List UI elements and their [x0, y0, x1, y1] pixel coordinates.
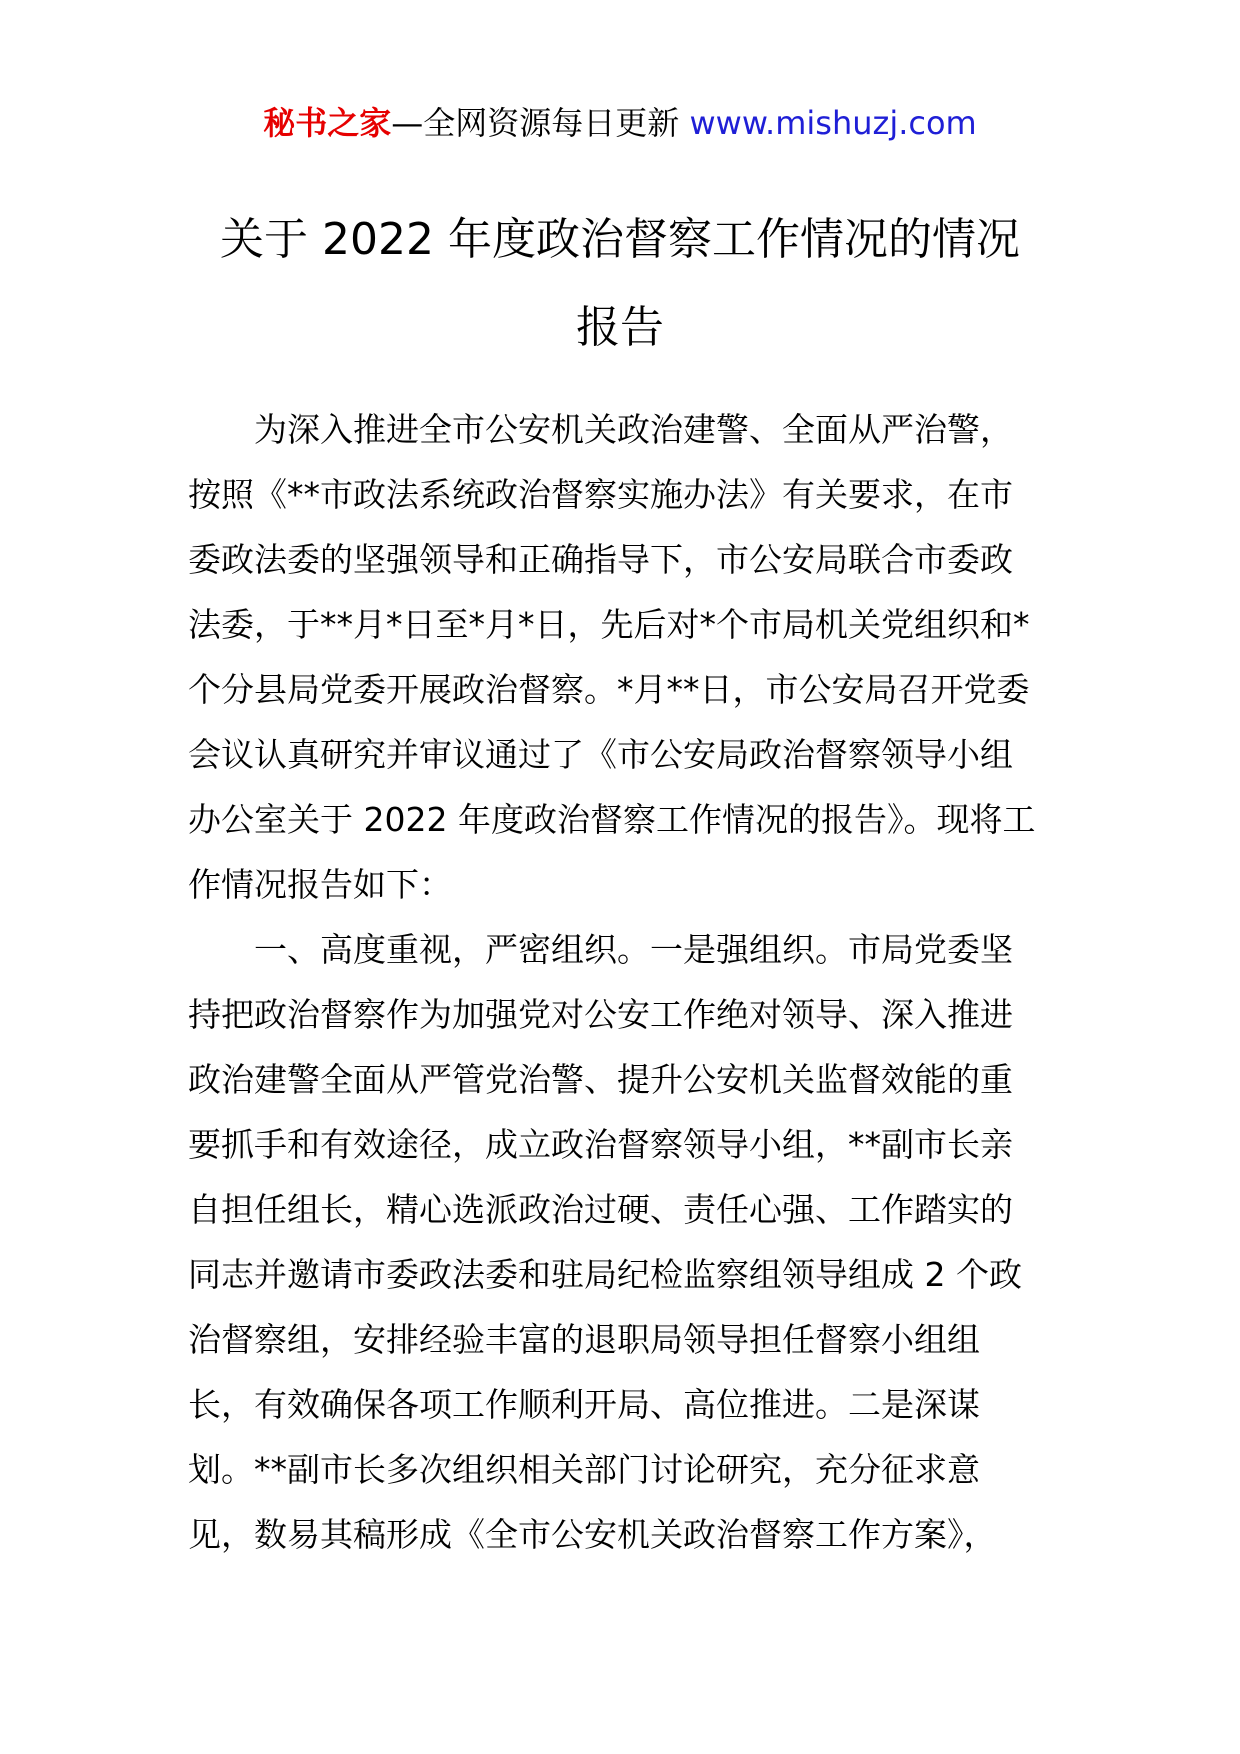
body-line: 为深入推进全市公安机关政治建警、全面从严治警，	[188, 410, 1013, 449]
site-banner	[0, 98, 1240, 148]
body-line: 按照《**市政法系统政治督察实施办法》有关要求，在市	[188, 475, 1013, 514]
site-url-link[interactable]: www.mishuzj.com	[689, 104, 977, 142]
body-line: 持把政治督察作为加强党对公安工作绝对领导、深入推进	[188, 995, 1013, 1034]
body-line: 要抓手和有效途径，成立政治督察领导小组，**副市长亲	[188, 1125, 1013, 1164]
body-line: 办公室关于 2022 年度政治督察工作情况的报告》。现将工	[188, 800, 1036, 839]
body-line: 作情况报告如下：	[188, 865, 452, 904]
document-body	[188, 397, 1058, 1567]
title-line-2: 报告	[576, 302, 664, 353]
document-title	[150, 196, 1090, 372]
body-line: 一、高度重视，严密组织。一是强组织。市局党委坚	[188, 930, 1013, 969]
body-line: 长，有效确保各项工作顺利开局、高位推进。二是深谋	[188, 1385, 980, 1424]
body-line: 会议认真研究并审议通过了《市公安局政治督察领导小组	[188, 735, 1013, 774]
body-line: 政治建警全面从严管党治警、提升公安机关监督效能的重	[188, 1060, 1013, 1099]
body-line: 同志并邀请市委政法委和驻局纪检监察组领导组成 2 个政	[188, 1255, 1022, 1294]
body-line: 划。**副市长多次组织相关部门讨论研究，充分征求意	[188, 1450, 980, 1489]
body-line: 自担任组长，精心选派政治过硬、责任心强、工作踏实的	[188, 1190, 1013, 1229]
body-line: 委政法委的坚强领导和正确指导下，市公安局联合市委政	[188, 540, 1013, 579]
body-line: 见，数易其稿形成《全市公安机关政治督察工作方案》，	[188, 1515, 997, 1554]
body-line: 法委，于**月*日至*月*日，先后对*个市局机关党组织和*	[188, 605, 1030, 644]
title-line-1: 关于 2022 年度政治督察工作情况的情况	[220, 214, 1020, 265]
body-line: 治督察组，安排经验丰富的退职局领导担任督察小组组	[188, 1320, 980, 1359]
site-tagline: —全网资源每日更新	[391, 104, 680, 142]
site-brand: 秘书之家	[263, 104, 392, 142]
body-line: 个分县局党委开展政治督察。*月**日，市公安局召开党委	[188, 670, 1030, 709]
